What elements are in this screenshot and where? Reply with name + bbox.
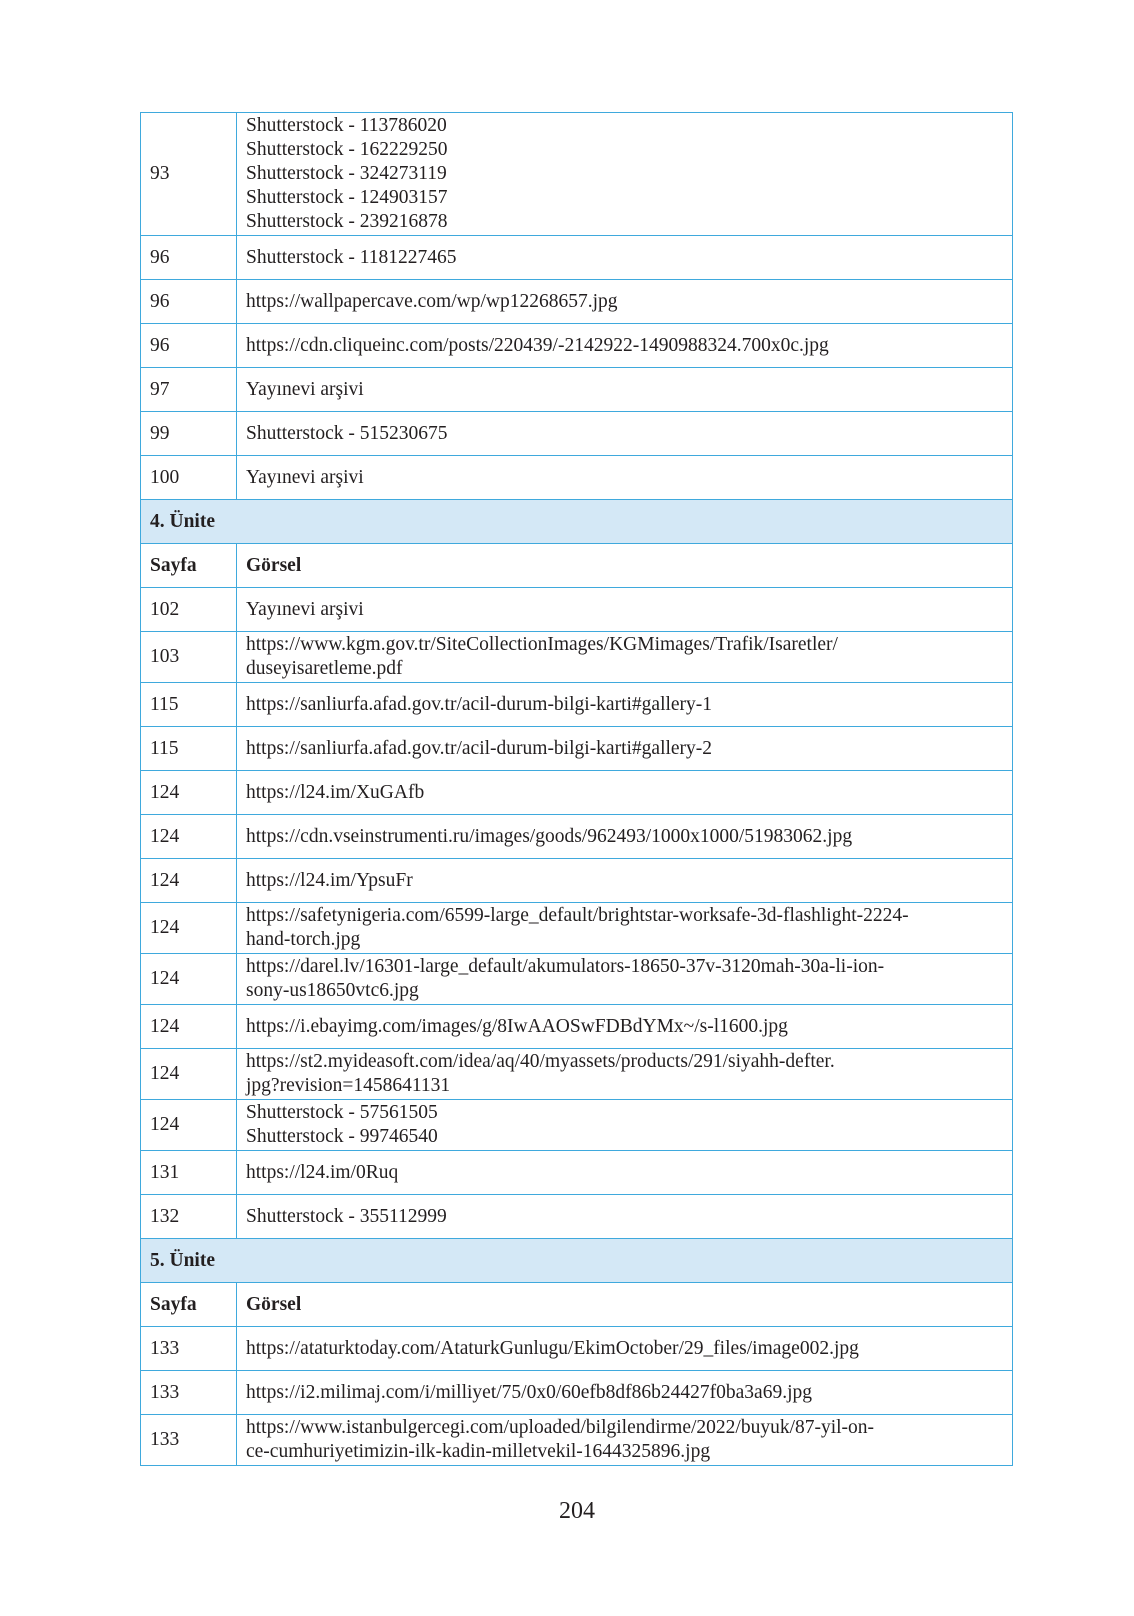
source-line: https://www.kgm.gov.tr/SiteCollectionImages/KGMimages/Trafik/Isaretler/ bbox=[246, 634, 838, 655]
page-cell: 93 bbox=[141, 113, 237, 236]
image-source-cell bbox=[237, 324, 1013, 368]
image-source-cell bbox=[237, 236, 1013, 280]
table-row bbox=[141, 859, 1013, 903]
page-cell: 124 bbox=[141, 954, 237, 1005]
table-row bbox=[141, 588, 1013, 632]
table-row bbox=[141, 1415, 1013, 1466]
column-header-row bbox=[141, 1283, 1013, 1327]
table-row bbox=[141, 1005, 1013, 1049]
page-number: 204 bbox=[559, 1498, 595, 1524]
page-cell: 124 bbox=[141, 1005, 237, 1049]
table-row bbox=[141, 954, 1013, 1005]
table-row bbox=[141, 1100, 1013, 1151]
unit-title: 4. Ünite bbox=[141, 500, 1013, 544]
table-row bbox=[141, 324, 1013, 368]
image-source-cell bbox=[237, 632, 1013, 683]
table-row bbox=[141, 903, 1013, 954]
source-line: https://sanliurfa.afad.gov.tr/acil-durum-bilgi-karti#gallery-1 bbox=[246, 693, 713, 715]
table-row bbox=[141, 1327, 1013, 1371]
source-line: Shutterstock - 113786020 bbox=[246, 115, 447, 136]
source-line: https://safetynigeria.com/6599-large_default/brightstar-worksafe-3d-flashlight-2224- bbox=[246, 905, 909, 926]
source-line: https://l24.im/YpsuFr bbox=[246, 869, 413, 891]
table-row bbox=[141, 683, 1013, 727]
source-line: Shutterstock - 1181227465 bbox=[246, 246, 457, 268]
image-source-cell bbox=[237, 588, 1013, 632]
image-source-cell bbox=[237, 954, 1013, 1005]
source-line: jpg?revision=1458641131 bbox=[246, 1075, 451, 1096]
page-cell: 115 bbox=[141, 683, 237, 727]
image-source-cell bbox=[237, 1195, 1013, 1239]
image-source-cell bbox=[237, 683, 1013, 727]
image-source-cell bbox=[237, 1415, 1013, 1466]
image-source-cell bbox=[237, 113, 1013, 236]
source-line: hand-torch.jpg bbox=[246, 929, 361, 950]
source-line: Shutterstock - 57561505 bbox=[246, 1102, 438, 1123]
image-source-cell bbox=[237, 859, 1013, 903]
image-source-cell bbox=[237, 815, 1013, 859]
table-row bbox=[141, 1371, 1013, 1415]
page-cell: 124 bbox=[141, 903, 237, 954]
page-cell: 124 bbox=[141, 1049, 237, 1100]
source-line: https://l24.im/XuGAfb bbox=[246, 781, 425, 803]
source-line: https://ataturktoday.com/AtaturkGunlugu/EkimOctober/29_files/image002.jpg bbox=[246, 1337, 859, 1359]
source-line: Shutterstock - 239216878 bbox=[246, 211, 448, 232]
unit-title: 5. Ünite bbox=[141, 1239, 1013, 1283]
source-line: Shutterstock - 162229250 bbox=[246, 139, 448, 160]
page-cell: 96 bbox=[141, 324, 237, 368]
source-line: https://st2.myideasoft.com/idea/aq/40/myassets/products/291/siyahh-defter. bbox=[246, 1051, 835, 1072]
table-row bbox=[141, 1049, 1013, 1100]
page-cell: 96 bbox=[141, 280, 237, 324]
source-line: Yayınevi arşivi bbox=[246, 466, 364, 488]
image-source-cell bbox=[237, 456, 1013, 500]
page-cell: 103 bbox=[141, 632, 237, 683]
page-cell: 133 bbox=[141, 1371, 237, 1415]
source-line: https://sanliurfa.afad.gov.tr/acil-durum-bilgi-karti#gallery-2 bbox=[246, 737, 713, 759]
table-row bbox=[141, 412, 1013, 456]
image-source-cell bbox=[237, 771, 1013, 815]
page-cell: 124 bbox=[141, 859, 237, 903]
image-source-cell bbox=[237, 280, 1013, 324]
column-header-image: Görsel bbox=[237, 1283, 1013, 1327]
source-line: Shutterstock - 324273119 bbox=[246, 163, 447, 184]
source-line: https://i2.milimaj.com/i/milliyet/75/0x0/60efb8df86b24427f0ba3a69.jpg bbox=[246, 1381, 812, 1403]
image-credits-table bbox=[140, 112, 1013, 1466]
source-line: https://darel.lv/16301-large_default/akumulators-18650-37v-3120mah-30a-li-ion- bbox=[246, 956, 885, 977]
unit-header-row bbox=[141, 1239, 1013, 1283]
source-line: Shutterstock - 355112999 bbox=[246, 1205, 447, 1227]
image-source-cell bbox=[237, 1151, 1013, 1195]
page-cell: 133 bbox=[141, 1327, 237, 1371]
table-row bbox=[141, 113, 1013, 236]
page-cell: 124 bbox=[141, 1100, 237, 1151]
table-row bbox=[141, 280, 1013, 324]
source-line: Shutterstock - 124903157 bbox=[246, 187, 448, 208]
page-cell: 133 bbox=[141, 1415, 237, 1466]
unit-header-row bbox=[141, 500, 1013, 544]
source-line: Shutterstock - 515230675 bbox=[246, 422, 448, 444]
image-source-cell bbox=[237, 1005, 1013, 1049]
source-line: Yayınevi arşivi bbox=[246, 378, 364, 400]
image-source-cell bbox=[237, 412, 1013, 456]
page-cell: 124 bbox=[141, 771, 237, 815]
source-line: duseyisaretleme.pdf bbox=[246, 658, 403, 679]
source-line: Shutterstock - 99746540 bbox=[246, 1126, 438, 1147]
table-row bbox=[141, 368, 1013, 412]
image-source-cell bbox=[237, 903, 1013, 954]
page-cell: 102 bbox=[141, 588, 237, 632]
image-source-cell bbox=[237, 1100, 1013, 1151]
table-row bbox=[141, 727, 1013, 771]
image-source-cell bbox=[237, 1327, 1013, 1371]
page-cell: 131 bbox=[141, 1151, 237, 1195]
page-cell: 132 bbox=[141, 1195, 237, 1239]
source-line: https://www.istanbulgercegi.com/uploaded/bilgilendirme/2022/buyuk/87-yil-on- bbox=[246, 1417, 875, 1438]
table-row bbox=[141, 236, 1013, 280]
table-row bbox=[141, 1151, 1013, 1195]
image-source-cell bbox=[237, 727, 1013, 771]
column-header-page: Sayfa bbox=[141, 544, 237, 588]
column-header-image: Görsel bbox=[237, 544, 1013, 588]
table-row bbox=[141, 815, 1013, 859]
source-line: Yayınevi arşivi bbox=[246, 598, 364, 620]
source-line: ce-cumhuriyetimizin-ilk-kadin-milletvekil-1644325896.jpg bbox=[246, 1441, 711, 1462]
table-row bbox=[141, 456, 1013, 500]
credits-table-body bbox=[141, 113, 1013, 1466]
source-line: https://cdn.vseinstrumenti.ru/images/goods/962493/1000x1000/51983062.jpg bbox=[246, 825, 853, 847]
source-line: https://i.ebayimg.com/images/g/8IwAAOSwFDBdYMx~/s-l1600.jpg bbox=[246, 1015, 788, 1037]
page-cell: 99 bbox=[141, 412, 237, 456]
table-row bbox=[141, 632, 1013, 683]
source-line: sony-us18650vtc6.jpg bbox=[246, 980, 419, 1001]
page-cell: 96 bbox=[141, 236, 237, 280]
image-source-cell bbox=[237, 1049, 1013, 1100]
image-source-cell bbox=[237, 368, 1013, 412]
page-cell: 100 bbox=[141, 456, 237, 500]
page-cell: 124 bbox=[141, 815, 237, 859]
table-row bbox=[141, 1195, 1013, 1239]
page-cell: 115 bbox=[141, 727, 237, 771]
page-cell: 97 bbox=[141, 368, 237, 412]
column-header-row bbox=[141, 544, 1013, 588]
table-row bbox=[141, 771, 1013, 815]
source-line: https://l24.im/0Ruq bbox=[246, 1161, 399, 1183]
image-source-cell bbox=[237, 1371, 1013, 1415]
source-line: https://wallpapercave.com/wp/wp12268657.jpg bbox=[246, 290, 618, 312]
column-header-page: Sayfa bbox=[141, 1283, 237, 1327]
source-line: https://cdn.cliqueinc.com/posts/220439/-2142922-1490988324.700x0c.jpg bbox=[246, 334, 829, 356]
